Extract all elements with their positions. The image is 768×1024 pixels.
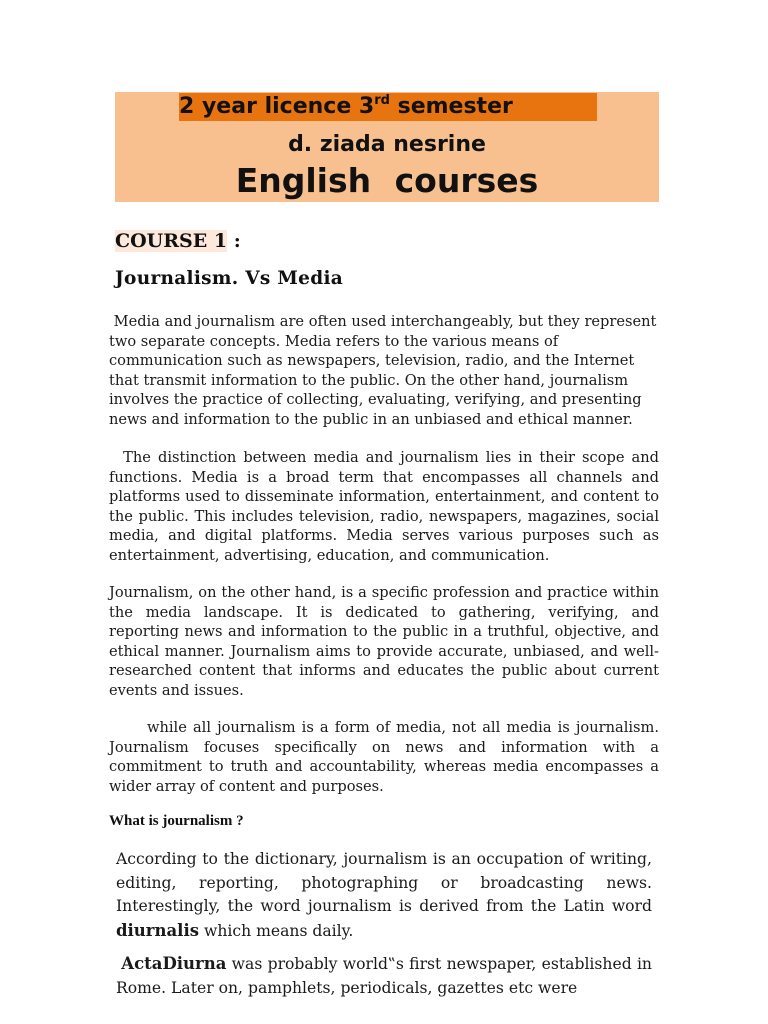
paragraph-2 xyxy=(109,448,659,566)
course-colon: : xyxy=(227,230,241,252)
paragraph-6 xyxy=(116,952,652,1000)
course-number: COURSE 1 xyxy=(115,230,228,252)
course-title: Journalism. Vs Media xyxy=(115,268,344,289)
latin-term: diurnalis xyxy=(116,920,200,940)
paragraph-5 xyxy=(116,848,652,943)
licence-text: 2 year licence 3 xyxy=(179,94,375,119)
paragraph-5-text: According to the dictionary, journalism is an occupation of writing, editing, reporting, photographing or broadcasting news. Interestingly, the word journalism is derived from the Latin word xyxy=(116,850,652,915)
course-label xyxy=(115,230,241,252)
paragraph-1 xyxy=(109,312,659,430)
paragraph-1-text: Media and journalism are often used interchangeably, but they represent two separate concepts. Media refers to the various means of communication such as newspapers, television, radio, and the Internet that transmit information to the public. On the other hand, journalism involves the practice of collecting, evaluating, verifying, and presenting news and information to the public in an unbiased and ethical manner. xyxy=(109,313,657,428)
section-heading: What is journalism ? xyxy=(109,813,244,829)
licence-semester-heading xyxy=(179,93,597,121)
acta-diurna-term: ActaDiurna xyxy=(121,954,227,973)
paragraph-6-text: was probably world‟s first newspaper, established in Rome. Later on, pamphlets, periodicals, gazettes etc were xyxy=(116,955,652,997)
document-title: English courses xyxy=(235,161,539,200)
ordinal-suffix: rd xyxy=(374,93,390,108)
paragraph-2-text: The distinction between media and journalism lies in their scope and functions. Media is a broad term that encompasses all channels and platforms used to disseminate information, entertainment, and content to the public. This includes television, radio, newspapers, magazines, social media, and digital platforms. Media serves various purposes such as entertainment, advertising, education, and communication. xyxy=(109,449,659,564)
paragraph-3: Journalism, on the other hand, is a specific profession and practice within the media landscape. It is dedicated to gathering, verifying, and reporting news and information to the public in a truthful, objective, and ethical manner. Journalism aims to provide accurate, unbiased, and well-researched content that informs and educates the public about current events and issues. xyxy=(109,584,659,699)
paragraph-5-tail: which means daily. xyxy=(199,921,354,940)
paragraph-4-text: while all journalism is a form of media, not all media is journalism. Journalism focuses specifically on news and information with a commitment to truth and accountability, whereas media encompasses a wider array of content and purposes. xyxy=(109,719,659,795)
semester-text: semester xyxy=(389,94,513,119)
author-name: d. ziada nesrine xyxy=(288,132,486,157)
paragraph-4 xyxy=(109,718,659,796)
